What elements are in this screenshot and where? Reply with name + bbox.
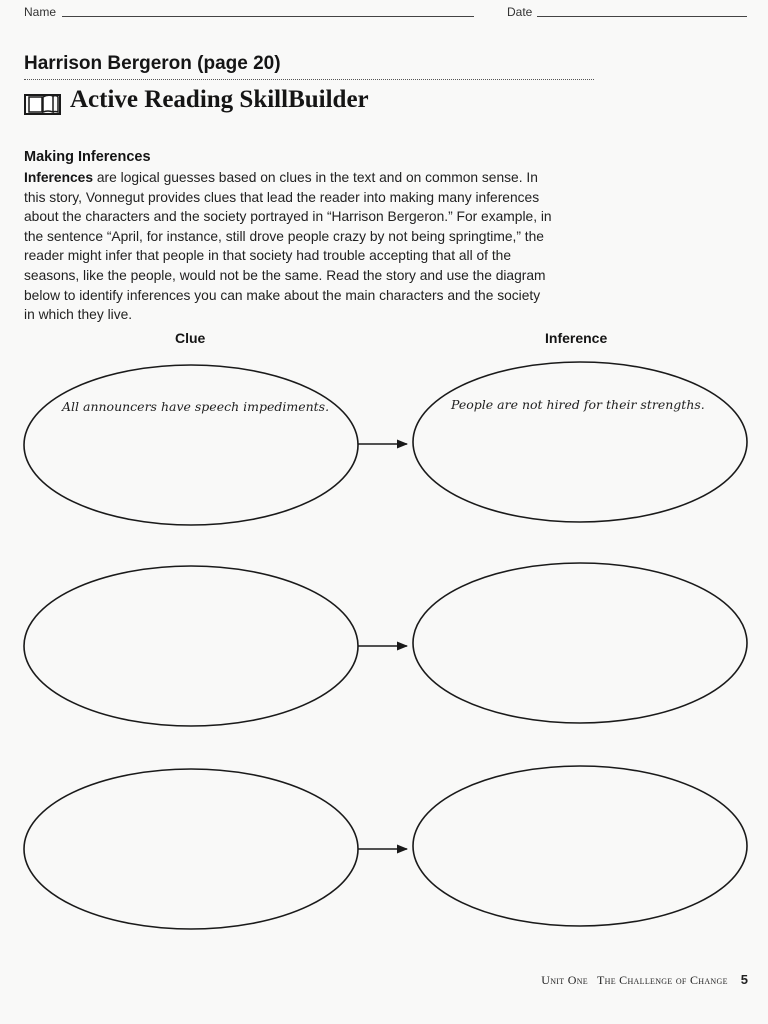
inference-oval-2[interactable] (413, 563, 747, 723)
clue-column-label: Clue (175, 330, 206, 346)
clue-oval-2[interactable] (24, 566, 358, 726)
inference-column-label: Inference (545, 330, 608, 346)
footer-unit: Unit One (541, 973, 588, 987)
name-label: Name (24, 5, 57, 19)
inference-answer-1[interactable]: People are not hired for their strengths. (451, 397, 705, 412)
story-title: Harrison Bergeron (page 20) (24, 53, 281, 74)
intro-line: Inferences are logical guesses based on clues in the text and on common sense. In (24, 170, 538, 185)
clue-answer-1[interactable]: All announcers have speech impediments. (62, 399, 330, 414)
date-label: Date (507, 5, 533, 19)
skillbuilder-title: Active Reading SkillBuilder (70, 86, 369, 113)
intro-line: seasons, like the people, would not be the same. Read the story and use the diagram (24, 267, 546, 283)
intro-line: the sentence “April, for instance, still drove people crazy by not being springtime,” the (24, 228, 544, 244)
page-number: 5 (740, 972, 748, 987)
intro-line: reader might infer that people in that society had trouble accepting that all of the (24, 248, 512, 264)
intro-line: in which they live. (24, 307, 133, 323)
inference-oval-3[interactable] (413, 766, 747, 926)
clue-oval-1[interactable] (24, 365, 358, 525)
footer-theme: The Challenge of Change (596, 973, 728, 987)
inferences-term: Inferences (24, 170, 94, 185)
intro-line: about the characters and the society portrayed in “Harrison Bergeron.” For example, in (24, 209, 552, 225)
intro-line: below to identify inferences you can make about the main characters and the society (24, 287, 541, 303)
section-heading: Making Inferences (24, 149, 151, 165)
inference-oval-1[interactable] (413, 362, 747, 522)
page-footer (541, 972, 748, 988)
clue-oval-3[interactable] (24, 769, 358, 929)
intro-line: this story, Vonnegut provides clues that lead the reader into making many inferences (24, 189, 540, 205)
